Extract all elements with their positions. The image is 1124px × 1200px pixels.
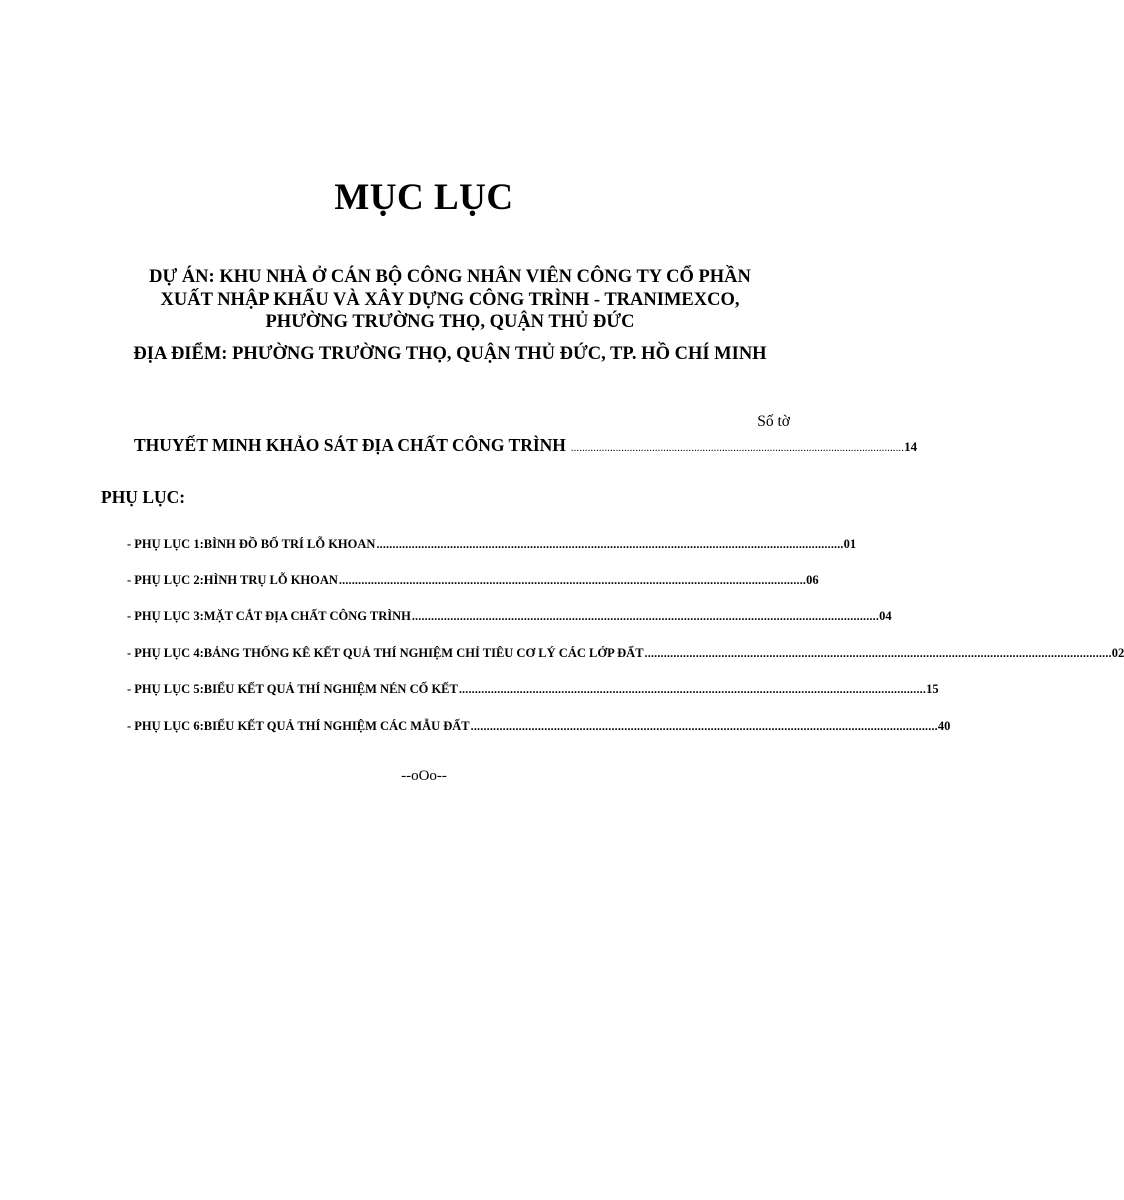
page-title: MỤC LỤC (334, 177, 514, 218)
appendix-page: 15 (926, 682, 939, 696)
appendix-row (127, 682, 939, 697)
project-line-1: DỰ ÁN: KHU NHÀ Ở CÁN BỘ CÔNG NHÂN VIÊN CÔNG TY CỔ PHẦN (149, 267, 751, 287)
appendix-page: 04 (879, 609, 892, 623)
appendix-separator: : (199, 719, 204, 733)
dot-leader: .................................................................................................................................................. (644, 646, 1112, 660)
toc-main-entry (134, 435, 918, 456)
appendix-number: - PHỤ LỤC 3 (127, 609, 200, 623)
appendix-page: 01 (843, 537, 857, 551)
appendix-page: 02 (1111, 646, 1124, 660)
appendix-row (127, 646, 1124, 661)
dot-leader: .................................................................................................................................................. (470, 719, 938, 733)
appendix-number: - PHỤ LỤC 2 (127, 573, 200, 587)
sheet-count-header: Số tờ (757, 413, 790, 430)
project-name (60, 266, 840, 334)
appendix-heading: PHỤ LỤC: (101, 487, 186, 507)
end-mark: --oOo-- (401, 768, 447, 784)
dot-leader: ....................................................................................................................... (570, 443, 905, 454)
appendix-page: 40 (937, 719, 951, 733)
appendix-number: - PHỤ LỤC 1 (127, 537, 200, 551)
project-line-3: PHƯỜNG TRƯỜNG THỌ, QUẬN THỦ ĐỨC (265, 312, 635, 332)
dot-leader: .................................................................................................................................................. (376, 537, 844, 551)
appendix-separator: : (199, 573, 204, 587)
appendix-name: MẶT CẮT ĐỊA CHẤT CÔNG TRÌNH (203, 609, 411, 623)
appendix-name: BẢNG THỐNG KÊ KẾT QUẢ THÍ NGHIỆM CHỈ TIÊU CƠ LÝ CÁC LỚP ĐẤT (203, 646, 644, 660)
dot-leader: .................................................................................................................................................. (458, 682, 927, 696)
appendix-name: BIỂU KẾT QUẢ THÍ NGHIỆM CÁC MẪU ĐẤT (203, 719, 470, 733)
appendix-row (127, 609, 892, 624)
appendix-name: HÌNH TRỤ LỖ KHOAN (203, 573, 338, 587)
appendix-page: 06 (806, 573, 819, 587)
appendix-name: BIỂU KẾT QUẢ THÍ NGHIỆM NÉN CỐ KẾT (203, 682, 458, 696)
dot-leader: .................................................................................................................................................. (411, 609, 880, 623)
appendix-row (127, 537, 857, 552)
appendix-row (127, 573, 819, 588)
toc-main-entry-label: THUYẾT MINH KHẢO SÁT ĐỊA CHẤT CÔNG TRÌNH (134, 435, 566, 455)
project-line-2: XUẤT NHẬP KHẨU VÀ XÂY DỰNG CÔNG TRÌNH - TRANIMEXCO, (160, 289, 740, 310)
appendix-number: - PHỤ LỤC 5 (127, 682, 200, 696)
appendix-row (127, 719, 951, 734)
appendix-number: - PHỤ LỤC 6 (127, 719, 200, 733)
appendix-name: BÌNH ĐỒ BỐ TRÍ LỖ KHOAN (203, 537, 376, 551)
appendix-separator: : (199, 609, 204, 623)
toc-main-entry-page: 14 (904, 439, 918, 454)
dot-leader: .................................................................................................................................................. (338, 573, 807, 587)
appendix-separator: : (199, 537, 204, 551)
appendix-separator: : (199, 682, 204, 696)
appendix-separator: : (199, 646, 204, 660)
project-location: ĐỊA ĐIỂM: PHƯỜNG TRƯỜNG THỌ, QUẬN THỦ ĐỨC, TP. HỒ CHÍ MINH (133, 344, 767, 364)
appendix-number: - PHỤ LỤC 4 (127, 646, 200, 660)
